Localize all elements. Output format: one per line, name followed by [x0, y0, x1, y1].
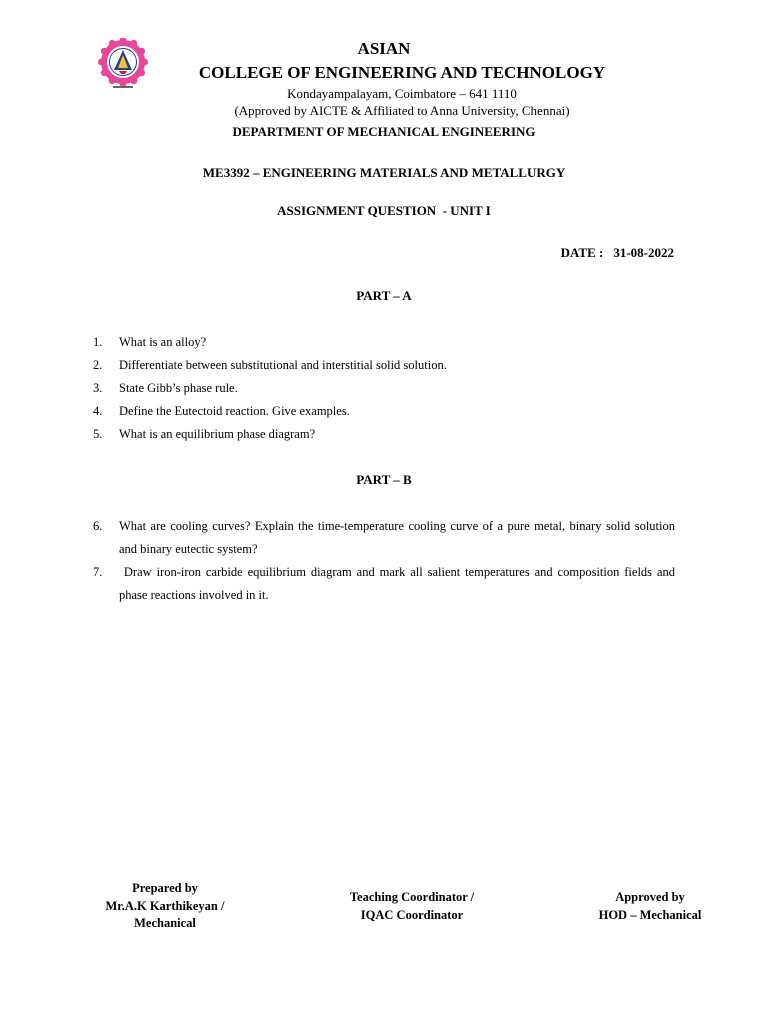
signature-role: IQAC Coordinator: [360, 907, 464, 922]
question-text: Draw iron-iron carbide equilibrium diagram and mark all salient temperatures and composition fields and phase reactions involved in it.: [119, 565, 679, 602]
college-name-line1: ASIAN: [357, 39, 411, 58]
signature-name: Mr.A.K Karthikeyan /: [105, 898, 225, 913]
part-b-heading: PART – B: [356, 472, 412, 487]
question-text: What are cooling curves? Explain the time-temperature cooling curve of a pure metal, binary solid solution and binary eutectic system?: [119, 519, 675, 556]
question-text: Differentiate between substitutional and interstitial solid solution.: [119, 358, 447, 372]
question-text: Define the Eutectoid reaction. Give examples.: [119, 404, 350, 418]
signature-role: HOD – Mechanical: [598, 907, 702, 922]
assignment-title: ASSIGNMENT QUESTION - UNIT I: [277, 203, 491, 218]
question-number: 3.: [93, 381, 103, 395]
question-number: 6.: [93, 519, 103, 533]
signature-title: Teaching Coordinator /: [349, 890, 475, 904]
college-affiliation: (Approved by AICTE & Affiliated to Anna University, Chennai): [234, 103, 570, 118]
question-text: State Gibb’s phase rule.: [119, 381, 238, 395]
signature-teaching-coordinator: [322, 889, 502, 924]
department-name: DEPARTMENT OF MECHANICAL ENGINEERING: [232, 124, 536, 139]
part-b-question-list: [93, 515, 679, 610]
college-address: Kondayampalayam, Coimbatore – 641 1110: [287, 86, 517, 101]
signature-title: Prepared by: [132, 881, 198, 895]
signature-prepared-by: [80, 880, 250, 933]
question-number: 4.: [93, 404, 103, 418]
date-value: 31-08-2022: [613, 245, 674, 260]
signature-dept: Mechanical: [134, 916, 196, 930]
question-number: 1.: [93, 335, 103, 349]
course-title: ME3392 – ENGINEERING MATERIALS AND METALLURGY: [202, 165, 566, 180]
signature-title: Approved by: [615, 890, 685, 904]
signature-approved-by: [572, 889, 728, 924]
question-number: 5.: [93, 427, 103, 441]
question-text: What is an alloy?: [119, 335, 207, 349]
date-line: [561, 245, 674, 261]
question-number: 2.: [93, 358, 103, 372]
part-a-question-list: [93, 331, 675, 451]
date-label: DATE :: [560, 245, 604, 260]
question-text: What is an equilibrium phase diagram?: [119, 427, 316, 441]
college-name-line2: COLLEGE OF ENGINEERING AND TECHNOLOGY: [198, 63, 606, 82]
question-number: 7.: [93, 565, 103, 579]
part-a-heading: PART – A: [356, 288, 412, 303]
